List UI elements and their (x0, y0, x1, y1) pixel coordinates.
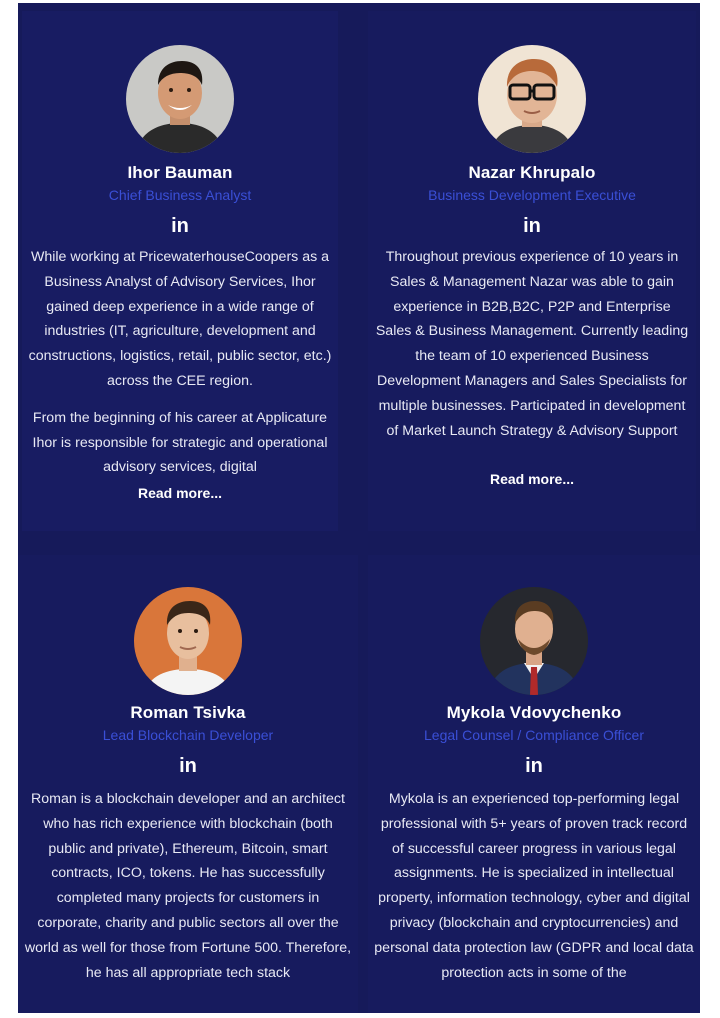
member-role: Chief Business Analyst (108, 187, 252, 203)
avatar (134, 587, 242, 695)
member-role: Legal Counsel / Compliance Officer (424, 727, 644, 743)
avatar-photo (480, 587, 588, 695)
bio-paragraph: While working at PricewaterhouseCoopers as a Business Analyst of Advisory Services, Ihor gained deep experience in a wide range of industries (IT, agriculture, development and constructions, logistics, retail, public sector, etc.) across the CEE region. (28, 249, 332, 389)
bio-paragraph: Mykola is an experienced top-performing legal professional with 5+ years of proven track record of successful career progress in various legal assignments. He is specialized in intellectual property, information technology, cyber and digital privacy (blockchain and cryptocurrencies) and personal data protection law (GDPR and local data protection acts in some of the (374, 791, 694, 981)
bio-paragraph: Throughout previous experience of 10 years in Sales & Management Nazar was able to gain experience in B2B,B2C, P2P and Enterprise Sales & Business Management. Currently leading the team of 10 experienced Business Development Managers and Sales Specialists for multiple businesses. Participated in development of Market Launch Strategy & Advisory Support (375, 249, 689, 439)
member-name: Roman Tsivka (130, 703, 246, 722)
member-bio (374, 245, 690, 455)
read-more-link[interactable]: Read more... (489, 471, 575, 487)
bio-paragraph: Roman is a blockchain developer and an architect who has rich experience with blockchain (both public and private), Ethereum, Bitcoin, smart contracts, ICO, tokens. He has successfully completed many projects for customers in corporate, charity and public sectors all over the world as well for those from Fortune 500. Therefore, he has all appropriate tech stack (24, 791, 352, 981)
team-card-ihor-bauman (22, 11, 338, 531)
linkedin-icon[interactable]: in (525, 755, 543, 777)
linkedin-icon[interactable]: in (171, 215, 189, 237)
member-name: Mykola Vdovychenko (446, 703, 622, 722)
team-section (18, 3, 700, 1013)
linkedin-icon[interactable]: in (179, 755, 197, 777)
member-name: Ihor Bauman (127, 163, 233, 182)
team-card-nazar-khrupalo (368, 11, 696, 531)
avatar-photo (478, 45, 586, 153)
team-card-roman-tsivka (18, 555, 358, 1013)
avatar (126, 45, 234, 153)
member-bio (374, 787, 694, 997)
member-bio (24, 787, 352, 997)
avatar-photo (126, 45, 234, 153)
bio-paragraph: From the beginning of his career at Applicature Ihor is responsible for strategic and operational advisory services, digital (32, 409, 328, 476)
team-card-mykola-vdovychenko (368, 555, 700, 1013)
avatar (478, 45, 586, 153)
member-name: Nazar Khrupalo (468, 163, 596, 182)
member-bio (28, 245, 332, 492)
member-role: Business Development Executive (428, 187, 636, 203)
member-role: Lead Blockchain Developer (102, 727, 274, 743)
avatar (480, 587, 588, 695)
avatar-photo (134, 587, 242, 695)
read-more-link[interactable]: Read more... (137, 485, 223, 501)
linkedin-icon[interactable]: in (523, 215, 541, 237)
